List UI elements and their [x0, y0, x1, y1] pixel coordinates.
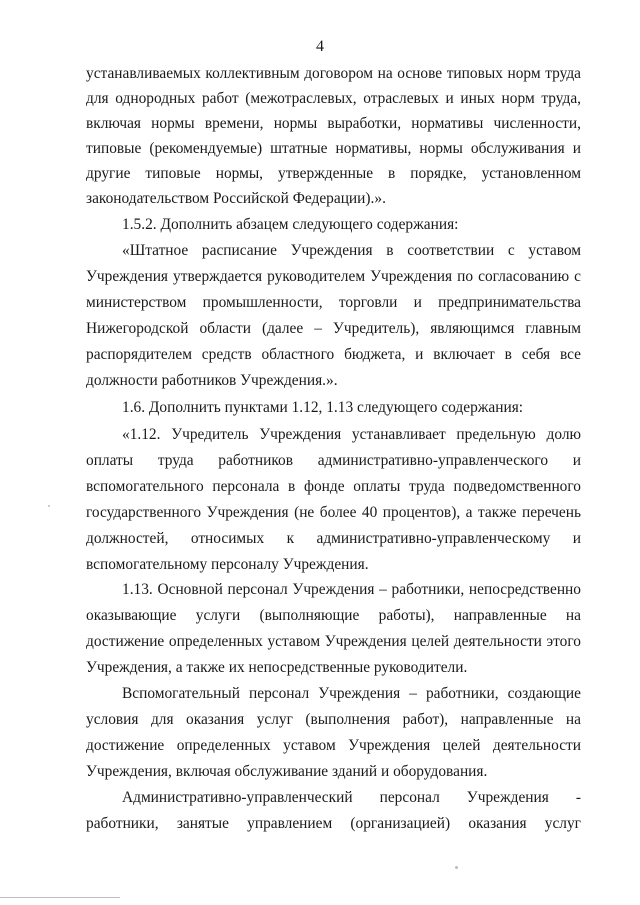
text-line: Нижегородской области (далее – Учредитель), являющимся главным: [86, 320, 581, 337]
scan-artifact: [455, 866, 458, 869]
page-number: 4: [316, 38, 324, 55]
text-line: Вспомогательный персонал Учреждения – работники, создающие: [122, 685, 581, 702]
text-line: распорядителем средств областного бюджета, и включает в себя все: [86, 346, 581, 363]
text-line: для однородных работ (межотраслевых, отраслевых и иных норм труда,: [86, 90, 581, 107]
text-line: Учреждения утверждается руководителем Учреждения по согласованию с: [86, 268, 581, 285]
text-line: включая нормы времени, нормы выработки, нормативы численности,: [86, 115, 581, 132]
text-line: «1.12. Учредитель Учреждения устанавливает предельную долю: [122, 426, 581, 443]
text-line: Учреждения, а также их непосредственные руководители.: [86, 659, 468, 676]
text-line: типовые (рекомендуемые) штатные нормативы, нормы обслуживания и: [86, 140, 581, 157]
text-line: работники, занятые управлением (организацией) оказания услуг: [86, 815, 581, 832]
text-line: государственного Учреждения (не более 40 процентов), а также перечень: [86, 504, 581, 521]
text-line: вспомогательного персонала в фонде оплаты труда подведомственного: [86, 478, 581, 495]
text-line: достижение определенных уставом Учреждения целей деятельности: [86, 737, 581, 754]
section-heading-1-6: 1.6. Дополнить пунктами 1.12, 1.13 следующего содержания:: [122, 399, 524, 416]
scan-artifact: [0, 897, 120, 898]
text-line: «Штатное расписание Учреждения в соответствии с уставом: [122, 242, 581, 259]
text-line: вспомогательному персоналу Учреждения.: [86, 556, 369, 573]
text-line: законодательством Российской Федерации).».: [86, 190, 386, 207]
text-line: другие типовые нормы, утвержденные в порядке, установленном: [86, 165, 581, 182]
text-line: министерством промышленности, торговли и предпринимательства: [86, 294, 581, 311]
text-line: условия для оказания услуг (выполнения работ), направленные на: [86, 711, 581, 728]
text-line: Учреждения, включая обслуживание зданий и оборудования.: [86, 763, 488, 780]
text-line: должностей, относимых к административно-управленческому и: [86, 530, 581, 547]
text-line: 1.13. Основной персонал Учреждения – работники, непосредственно: [122, 581, 581, 598]
text-line: должности работников Учреждения.».: [86, 372, 338, 389]
text-line: достижение определенных уставом Учреждения целей деятельности этого: [86, 633, 581, 650]
text-line: оплаты труда работников административно-управленческого и: [86, 452, 581, 469]
text-line: устанавливаемых коллективным договором на основе типовых норм труда: [86, 65, 581, 82]
scan-artifact: [48, 505, 50, 507]
text-line: Административно-управленческий персонал Учреждения -: [122, 789, 581, 806]
section-heading-1-5-2: 1.5.2. Дополнить абзацем следующего содержания:: [122, 216, 459, 233]
text-line: оказывающие услуги (выполняющие работы), направленные на: [86, 607, 581, 624]
